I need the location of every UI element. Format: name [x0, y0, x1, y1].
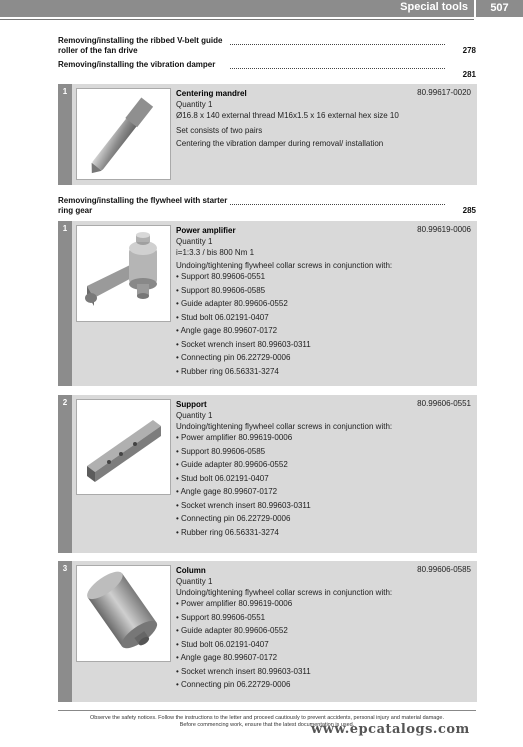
item-index: 1	[58, 84, 72, 185]
footer-divider	[58, 710, 476, 711]
part-number: 80.99606-0585	[417, 565, 471, 574]
tool-item	[58, 395, 477, 553]
section-heading	[58, 196, 476, 216]
list-item: • Support 80.99606-0551	[176, 272, 266, 281]
leader-dots	[230, 60, 445, 69]
power-amplifier-image	[76, 225, 171, 322]
item-description	[176, 225, 406, 379]
list-item: • Rubber ring 06.56331-3274	[176, 527, 279, 537]
list-item: • Guide adapter 80.99606-0552	[176, 460, 288, 469]
section-heading	[58, 36, 476, 56]
header-divider	[0, 19, 474, 20]
list-item: • Angle gage 80.99607-0172	[176, 487, 278, 496]
leader-dots	[230, 196, 445, 205]
list-item: • Power amplifier 80.99619-0006	[176, 599, 293, 608]
page-number: 507	[476, 0, 523, 17]
section-heading	[58, 60, 476, 80]
leader-dots	[230, 36, 445, 45]
related-tools-list	[176, 432, 406, 540]
spec-line: i=1:3.3 / bis 800 Nm 1	[176, 248, 255, 257]
usage-line: Undoing/tightening flywheel collar screws in conjunction with:	[176, 261, 393, 270]
section-page: 278	[462, 46, 476, 55]
list-item: • Connecting pin 06.22729-0006	[176, 353, 291, 362]
related-tools-list	[176, 598, 406, 693]
item-index: 1	[58, 221, 72, 386]
section-page: 285	[462, 206, 476, 215]
tool-item	[58, 221, 477, 386]
spec-line: Ø16.8 x 140 external thread M16x1.5 x 16 external hex size 10	[176, 111, 399, 120]
section-title: Removing/installing the vibration damper	[58, 60, 216, 69]
item-description	[176, 399, 406, 540]
list-item: • Stud bolt 06.02191-0407	[176, 473, 269, 483]
list-item: • Support 80.99606-0585	[176, 285, 266, 295]
list-item: • Guide adapter 80.99606-0552	[176, 299, 288, 308]
part-number: 80.99619-0006	[417, 225, 471, 234]
list-item: • Socket wrench insert 80.99603-0311	[176, 500, 311, 510]
header-title: Special tools	[400, 1, 468, 13]
section-title: Removing/installing the flywheel with starter ring gear	[58, 196, 228, 215]
quantity: Quantity 1	[176, 237, 213, 246]
quantity: Quantity 1	[176, 577, 213, 586]
tool-name: Power amplifier	[176, 226, 236, 235]
section-title: Removing/installing the ribbed V-belt guide roller of the fan drive	[58, 36, 223, 55]
list-item: • Support 80.99606-0585	[176, 446, 266, 456]
spec-line: Set consists of two pairs	[176, 126, 263, 135]
section-page: 281	[462, 70, 476, 79]
list-item: • Support 80.99606-0551	[176, 612, 266, 622]
quantity: Quantity 1	[176, 100, 213, 109]
tool-name: Column	[176, 566, 206, 575]
usage-line: Undoing/tightening flywheel collar screws in conjunction with:	[176, 422, 393, 431]
tool-name: Support	[176, 400, 207, 409]
list-item: • Angle gage 80.99607-0172	[176, 326, 278, 335]
header-bar	[0, 0, 474, 17]
part-number: 80.99606-0551	[417, 399, 471, 408]
usage-line: Centering the vibration damper during removal/ installation	[176, 139, 384, 148]
column-image	[76, 565, 171, 662]
tool-item	[58, 84, 477, 185]
page-header	[0, 0, 523, 17]
item-index: 2	[58, 395, 72, 553]
item-description	[176, 565, 406, 693]
list-item: • Connecting pin 06.22729-0006	[176, 514, 291, 523]
usage-line: Undoing/tightening flywheel collar screws in conjunction with:	[176, 588, 393, 597]
footer-line: Observe the safety notices. Follow the instructions to the letter and proceed cautiously to prevent accidents, personal injury and material damage.	[89, 715, 445, 721]
list-item: • Angle gage 80.99607-0172	[176, 653, 278, 662]
list-item: • Connecting pin 06.22729-0006	[176, 680, 291, 689]
list-item: • Power amplifier 80.99619-0006	[176, 433, 293, 442]
centering-mandrel-image	[76, 88, 171, 180]
list-item: • Stud bolt 06.02191-0407	[176, 639, 269, 649]
part-number: 80.99617-0020	[417, 88, 471, 97]
quantity: Quantity 1	[176, 411, 213, 420]
list-item: • Socket wrench insert 80.99603-0311	[176, 666, 311, 676]
list-item: • Stud bolt 06.02191-0407	[176, 312, 269, 322]
item-index: 3	[58, 561, 72, 702]
footer-line: Before commencing work, ensure that the latest documentation is used.	[179, 722, 355, 728]
list-item: • Socket wrench insert 80.99603-0311	[176, 339, 311, 349]
list-item: • Guide adapter 80.99606-0552	[176, 626, 288, 635]
tool-name: Centering mandrel	[176, 89, 247, 98]
tool-item	[58, 561, 477, 702]
related-tools-list	[176, 271, 406, 379]
support-image	[76, 399, 171, 495]
item-description	[176, 88, 406, 149]
watermark: www.epcatalogs.com	[311, 722, 470, 737]
list-item: • Rubber ring 06.56331-3274	[176, 366, 279, 376]
